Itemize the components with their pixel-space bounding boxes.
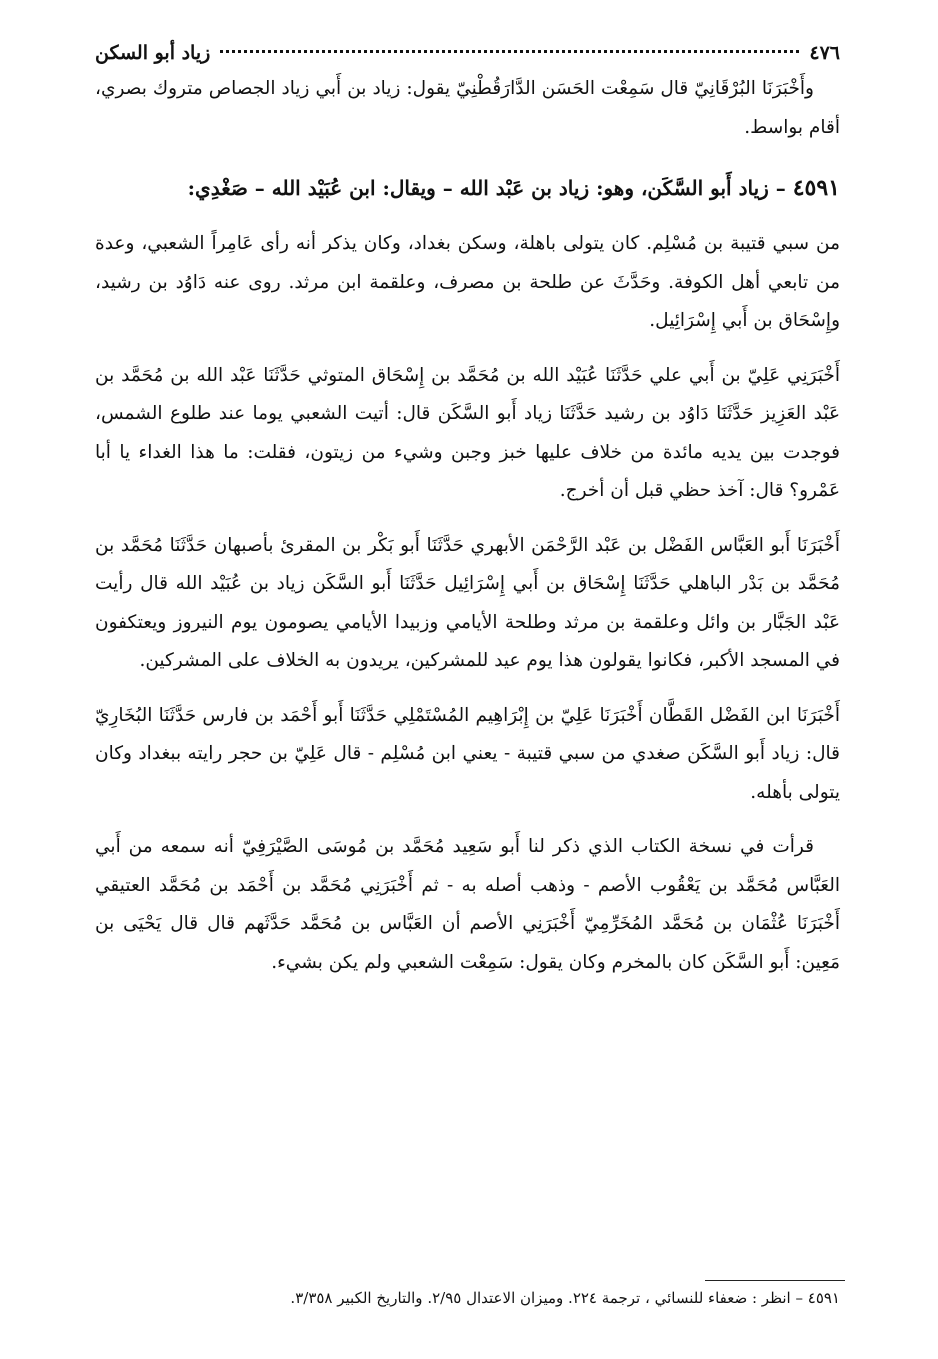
header-dotted-leader: [220, 50, 799, 53]
paragraph-narration-1: أَخْبَرَنِي عَلِيّ بن أَبي علي حَدَّثَنَا عُبَيْد الله بن مُحَمَّد بن إِسْحَاق المتوثي حَدَّثَنَا عَبْد الله بن مُحَمَّد بن عَبْد العَزِيز حَدَّثَنَا دَاوُد بن رشيد حَدَّثَنَا زياد أَبو السَّكَن قال: أتيت الشعبي يوما عند طلوع الشمس، فوجدت بين يديه مائدة من خلاف عليها خبز وجبن وشيء من زيتون، فقلت: ما هذا الغداء يا أبا عَمْرو؟ قال: آخذ حظي قبل أن أخرج.: [95, 364, 840, 501]
running-title: زياد أبو السكن: [95, 42, 211, 64]
entry-title: – زياد أَبو السَّكَن، وهو: زياد بن عَبْد الله – ويقال: ابن عُبَيْد الله – صَغْدِي:: [187, 176, 786, 200]
entry-number: ٤٥٩١: [792, 175, 840, 201]
footnote-divider: [705, 1280, 845, 1281]
footnote: ٤٥٩١ – انظر : ضعفاء للنسائي ، ترجمة ٢٢٤. وميزان الاعتدال ٢/٩٥. والتاريخ الكبير ٣/٣٥٨.: [290, 1289, 840, 1307]
paragraph-narration-4: قرأت في نسخة الكتاب الذي ذكر لنا أَبو سَعِيد مُحَمَّد بن مُوسَى الصَّيْرَفِيّ أنه سمعه من أَبي العَبَّاس مُحَمَّد بن يَعْقُوب الأصم - وذهب أصله به - ثم أَخْبَرَنِي مُحَمَّد بن أَحْمَد بن مُحَمَّد العتيقي أَخْبَرَنَا عُثْمَان بن مُحَمَّد المُخَرِّمِيّ أَخْبَرَنِي الأصم أن العَبَّاس بن مُحَمَّد حَدَّثَهم قال قال يَحْيَى بن مَعِين: أَبو السَّكَن كان بالمخرم وكان يقول: سَمِعْت الشعبي ولم يكن بشيء.: [95, 836, 840, 973]
page-body: [95, 38, 840, 982]
paragraph-intro: وأَخْبَرَنَا البُرْقَانِيّ قال سَمِعْت الحَسَن الدَّارَقُطْنِيّ يقول: زياد بن أَبي زياد الجصاص متروك بصري، أقام بواسط.: [95, 78, 840, 138]
page-number: ٤٧٦: [809, 42, 840, 64]
paragraph-biography: من سبي قتيبة بن مُسْلِم. كان يتولى باهلة، وسكن بغداد، وكان يذكر أنه رأى عَامِراً الشعبي، وعدة من تابعي أهل الكوفة. وحَدَّثَ عن طلحة بن مصرف، وعلقمة ابن مرثد. روى عنه دَاوُد بن رشيد، وإِسْحَاق بن أَبي إِسْرَائِيل.: [95, 233, 840, 331]
entry-heading: [95, 167, 840, 209]
paragraph-narration-2: أَخْبَرَنَا أَبو العَبَّاس الفَضْل بن عَبْد الرَّحْمَن الأبهري حَدَّثَنَا أَبو بَكْر بن المقرئ بأصبهان حَدَّثَنَا مُحَمَّد بن مُحَمَّد بن بَدْر الباهلي حَدَّثَنَا إِسْحَاق بن أَبي إِسْرَائِيل حَدَّثَنَا أَبو السَّكَن زياد بن عُبَيْد الله قال رأيت عَبْد الجَبَّار بن وائل وعلقمة بن مرثد وطلحة الأيامي وزبيدا الأيامي يصومون يوم النيروز ويعتكفون في المسجد الأكبر، فكانوا يقولون هذا يوم عيد للمشركين، يريدون به الخلاف على المشركين.: [95, 534, 840, 671]
page-header: [95, 38, 840, 68]
paragraph-narration-3: أَخْبَرَنَا ابن الفَضْل القَطَّان أَخْبَرَنَا عَلِيّ بن إِبْرَاهِيم المُسْتَمْلِي حَدَّثَنَا أَبو أَحْمَد بن فارس حَدَّثَنَا البُخَارِيّ قال: زياد أَبو السَّكَن صغدي من سبي قتيبة - يعني ابن مُسْلِم - قال عَلِيّ بن حجر رايته ببغداد وكان يتولى بأهله.: [95, 704, 840, 803]
